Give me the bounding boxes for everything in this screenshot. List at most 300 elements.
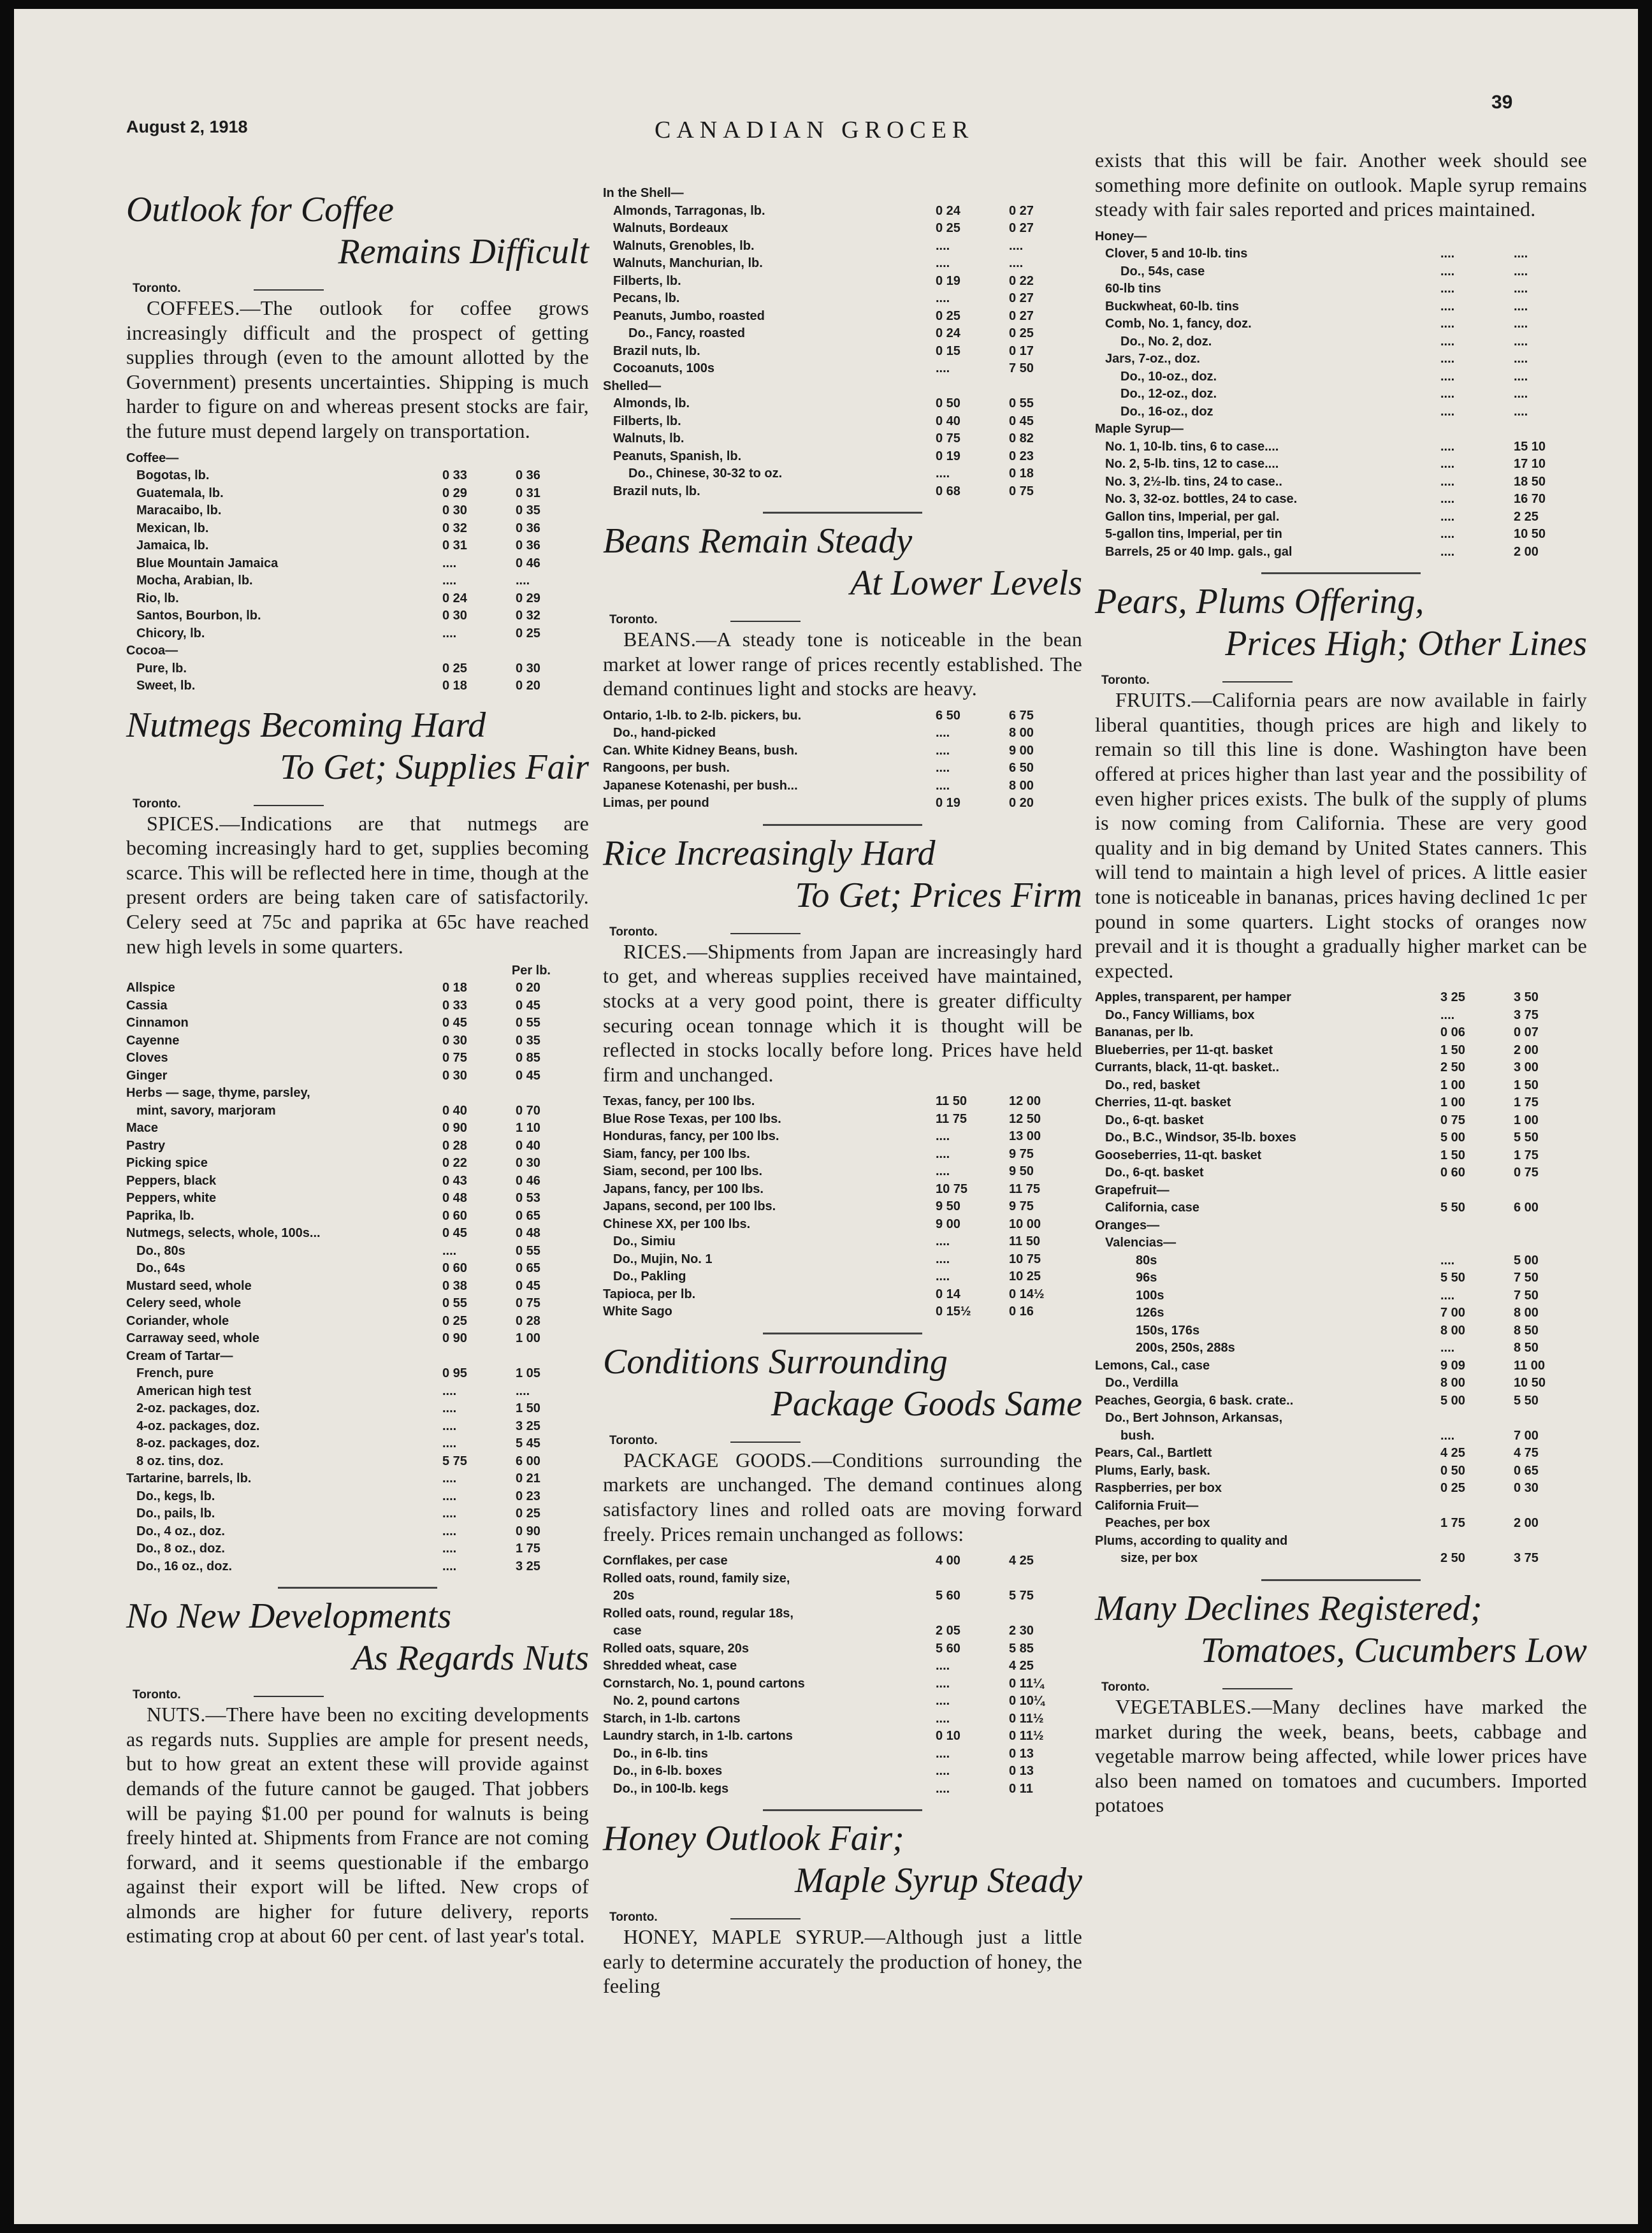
- price-high: 1 50: [1514, 1078, 1539, 1092]
- price-high: 0 20: [516, 679, 540, 693]
- price-high: [516, 1348, 589, 1366]
- price-low: ....: [1440, 1008, 1455, 1022]
- newspaper-page: [14, 9, 1638, 2224]
- price-low: 0 50: [936, 396, 960, 410]
- item-name: Do., kegs, lb.: [136, 1489, 215, 1503]
- page-number: 39: [1491, 92, 1513, 113]
- price-row: [1095, 1410, 1587, 1427]
- item-name: Do., 12-oz., doz.: [1120, 387, 1217, 401]
- item-name: Honey—: [1095, 229, 1147, 243]
- price-high: 10 50: [1514, 527, 1546, 542]
- price-high: 3 00: [1514, 1060, 1539, 1075]
- nuts-article: [126, 1595, 589, 1948]
- price-high: [1514, 1182, 1587, 1200]
- price-row: [126, 1453, 589, 1471]
- price-row: [603, 1640, 1082, 1658]
- price-row: [1095, 1515, 1587, 1533]
- spices-price-table: [126, 979, 589, 1575]
- item-name: Do., Chinese, 30-32 to oz.: [628, 466, 783, 481]
- price-low: ....: [442, 1559, 457, 1573]
- price-high: [1514, 1410, 1587, 1427]
- price-high: 6 75: [1009, 708, 1034, 723]
- price-row: [1095, 1287, 1587, 1305]
- price-low: [1440, 1410, 1514, 1427]
- beans-headline: Beans Remain Steady At Lower Levels: [603, 521, 1082, 603]
- price-high: 0 30: [1514, 1481, 1539, 1496]
- price-row: [1095, 1217, 1587, 1235]
- item-name: Buckwheat, 60-lb. tins: [1105, 299, 1240, 314]
- price-high: [1009, 1570, 1082, 1588]
- beans-dateline: Toronto.: [609, 613, 658, 626]
- item-name: Do., Fancy, roasted: [628, 326, 746, 340]
- item-name: Blueberries, per 11-qt. basket: [1095, 1043, 1273, 1057]
- price-row: [1095, 1024, 1587, 1042]
- price-row: [603, 1710, 1082, 1728]
- price-low: ....: [442, 626, 457, 640]
- item-name: 20s: [613, 1589, 635, 1603]
- price-low: 0 40: [442, 1103, 467, 1118]
- item-name: Do., red, basket: [1105, 1078, 1200, 1092]
- price-high: 0 45: [516, 1068, 540, 1083]
- honey-headline: Honey Outlook Fair; Maple Syrup Steady: [603, 1819, 1082, 1901]
- price-low: [936, 1570, 1009, 1588]
- price-row: [126, 1155, 589, 1173]
- spices-text: SPICES.—Indications are that nutmegs are becoming increasingly hard to get, supplies becoming scarce. This will be reflected here in time, though at the present orders are being taken care of satisfactorily. Celery seed at 75c and paprika at 65c have reached new high levels in some quarters.: [126, 811, 589, 958]
- item-name: Picking spice: [126, 1156, 208, 1171]
- price-row: [1095, 1357, 1587, 1375]
- price-row: [603, 220, 1082, 238]
- price-high: 0 46: [516, 556, 540, 570]
- price-low: ....: [936, 1164, 950, 1179]
- price-row: [126, 467, 589, 485]
- price-high: 0 55: [516, 1016, 540, 1030]
- price-high: ....: [1514, 387, 1528, 401]
- item-name: Tapioca, per lb.: [603, 1287, 696, 1301]
- price-low: ....: [1440, 282, 1455, 296]
- price-high: 0 25: [516, 1507, 540, 1521]
- price-low: 0 06: [1440, 1025, 1465, 1040]
- item-name: case: [613, 1624, 642, 1638]
- price-row: [126, 642, 589, 660]
- price-high: 5 45: [516, 1436, 540, 1451]
- item-name: Bananas, per lb.: [1095, 1025, 1194, 1040]
- price-low: ....: [936, 238, 950, 253]
- fruits-price-table: [1095, 989, 1587, 1568]
- price-low: 0 19: [936, 449, 960, 463]
- price-high: 0 45: [516, 998, 540, 1013]
- price-row: [603, 1552, 1082, 1570]
- price-low: [1440, 1182, 1514, 1200]
- price-row: [1095, 1392, 1587, 1410]
- item-name: 80s: [1136, 1253, 1157, 1268]
- price-row: [603, 1605, 1082, 1623]
- price-high: 11 00: [1514, 1358, 1545, 1373]
- price-row: [126, 1225, 589, 1243]
- price-low: 0 25: [936, 308, 960, 323]
- price-high: 5 50: [1514, 1131, 1539, 1145]
- item-name: Laundry starch, in 1-lb. cartons: [603, 1729, 793, 1744]
- price-row: [1095, 1550, 1587, 1568]
- price-low: 8 00: [1440, 1376, 1465, 1391]
- price-low: 0 43: [442, 1173, 467, 1188]
- item-name: Jamaica, lb.: [136, 538, 209, 553]
- item-name: Valencias—: [1105, 1236, 1177, 1250]
- price-row: [603, 1163, 1082, 1181]
- price-low: 5 60: [936, 1641, 960, 1656]
- price-low: [1440, 421, 1514, 438]
- price-row: [126, 555, 589, 573]
- price-low: ....: [936, 1659, 950, 1673]
- item-name: Filberts, lb.: [613, 414, 681, 428]
- item-name: Walnuts, lb.: [613, 431, 685, 445]
- item-name: Rolled oats, round, regular 18s,: [603, 1606, 793, 1621]
- item-name: Cayenne: [126, 1033, 180, 1048]
- price-low: 0 45: [442, 1016, 467, 1030]
- price-low: 0 55: [442, 1296, 467, 1311]
- item-name: Apples, transparent, per hamper: [1095, 990, 1291, 1005]
- item-name: Walnuts, Manchurian, lb.: [613, 256, 763, 270]
- price-high: 0 28: [516, 1313, 540, 1328]
- price-high: 0 10¼: [1009, 1694, 1045, 1709]
- item-name: Rolled oats, round, family size,: [603, 1571, 790, 1586]
- item-name: Do., 6-qt. basket: [1105, 1113, 1204, 1127]
- price-high: 2 25: [1514, 509, 1539, 524]
- price-row: [126, 677, 589, 695]
- item-name: Coffee—: [126, 451, 179, 465]
- price-high: 3 50: [1514, 990, 1539, 1005]
- price-row: [603, 360, 1082, 378]
- price-high: [516, 1085, 589, 1102]
- price-row: [126, 607, 589, 625]
- price-low: 9 50: [936, 1199, 960, 1214]
- item-name: Shelled—: [603, 379, 662, 393]
- item-name: Gooseberries, 11-qt. basket: [1095, 1148, 1262, 1162]
- item-name: Oranges—: [1095, 1218, 1160, 1232]
- price-row: [126, 1243, 589, 1261]
- price-row: [603, 1693, 1082, 1710]
- price-row: [1095, 263, 1587, 281]
- price-row: [126, 1208, 589, 1225]
- price-high: 13 00: [1009, 1129, 1041, 1144]
- price-row: [126, 1383, 589, 1401]
- price-low: ....: [936, 1711, 950, 1726]
- price-high: 7 50: [1514, 1271, 1539, 1285]
- price-low: 1 50: [1440, 1148, 1465, 1162]
- price-high: 0 11½: [1009, 1729, 1044, 1744]
- item-name: Do., 10-oz., doz.: [1120, 369, 1217, 384]
- price-row: [1095, 438, 1587, 456]
- item-name: Cornflakes, per case: [603, 1554, 728, 1568]
- price-low: ....: [1440, 299, 1455, 314]
- vegetables-headline: Many Declines Registered; Tomatoes, Cucumbers Low: [1095, 1588, 1587, 1670]
- price-row: [603, 255, 1082, 273]
- item-name: Japanese Kotenashi, per bush...: [603, 778, 798, 793]
- price-low: 0 24: [936, 326, 960, 340]
- price-row: [603, 430, 1082, 448]
- price-low: 0 32: [442, 521, 467, 535]
- item-name: Grapefruit—: [1095, 1183, 1170, 1197]
- item-name: 5-gallon tins, Imperial, per tin: [1105, 527, 1282, 542]
- beans-text: BEANS.—A steady tone is noticeable in the bean market at lower range of prices recently established. The demand continues light and stocks are heavy.: [603, 628, 1082, 700]
- price-row: [1095, 228, 1587, 246]
- price-high: 0 55: [1009, 396, 1034, 410]
- item-name: 150s, 176s: [1136, 1323, 1200, 1338]
- price-low: 0 29: [442, 486, 467, 500]
- price-low: ....: [442, 1489, 457, 1503]
- item-name: Japans, fancy, per 100 lbs.: [603, 1182, 764, 1196]
- rice-article: [603, 832, 1082, 1321]
- price-high: 0 25: [516, 626, 540, 640]
- price-low: ....: [442, 1524, 457, 1538]
- price-high: ....: [1009, 238, 1024, 253]
- price-high: ....: [1514, 264, 1528, 278]
- price-low: ....: [1440, 492, 1455, 507]
- price-row: [126, 572, 589, 590]
- price-row: [1095, 1077, 1587, 1095]
- price-low: [442, 1348, 516, 1366]
- price-high: 8 50: [1514, 1323, 1539, 1338]
- price-low: 2 50: [1440, 1551, 1465, 1566]
- column-3: [1095, 148, 1587, 1817]
- price-high: [1514, 421, 1587, 438]
- item-name: Do., 16-oz., doz: [1120, 404, 1214, 419]
- item-name: Cherries, 11-qt. basket: [1095, 1095, 1231, 1110]
- item-name: Barrels, 25 or 40 Imp. gals., gal: [1105, 544, 1293, 559]
- item-name: Pure, lb.: [136, 661, 187, 676]
- vegetables-text: VEGETABLES.—Many declines have marked the market during the week, beans, beets, cabbage and vegetable marrow being affected, while lower prices have also been named on tomatoes and cucumbers. Imported potatoes: [1095, 1695, 1587, 1817]
- price-high: 2 00: [1514, 544, 1539, 559]
- item-name: Lemons, Cal., case: [1095, 1358, 1210, 1373]
- price-low: 0 18: [442, 981, 467, 995]
- coffee-price-table: [126, 450, 589, 695]
- item-name: size, per box: [1120, 1551, 1198, 1566]
- price-row: [1095, 1427, 1587, 1445]
- price-high: 0 07: [1514, 1025, 1539, 1040]
- item-name: Mocha, Arabian, lb.: [136, 574, 253, 588]
- price-high: 1 05: [516, 1366, 540, 1381]
- spices-unit: Per lb.: [511, 964, 551, 978]
- item-name: Carraway seed, whole: [126, 1331, 259, 1346]
- item-name: 4-oz. packages, doz.: [136, 1419, 260, 1433]
- price-low: [1440, 228, 1514, 246]
- item-name: Gallon tins, Imperial, per gal.: [1105, 509, 1280, 524]
- price-row: [126, 1032, 589, 1050]
- price-high: 7 00: [1514, 1428, 1539, 1443]
- price-row: [1095, 544, 1587, 561]
- item-name: Do., in 6-lb. boxes: [613, 1764, 723, 1779]
- price-low: 0 19: [936, 796, 960, 811]
- price-high: 0 45: [516, 1278, 540, 1293]
- price-row: [1095, 1059, 1587, 1077]
- price-high: 1 10: [516, 1121, 540, 1136]
- price-low: ....: [442, 1471, 457, 1486]
- item-name: Do., No. 2, doz.: [1120, 334, 1212, 349]
- item-name: Bogotas, lb.: [136, 468, 210, 483]
- price-row: [603, 448, 1082, 466]
- item-name: Blue Mountain Jamaica: [136, 556, 279, 570]
- item-name: Do., 8 oz., doz.: [136, 1542, 225, 1556]
- price-low: [1440, 1234, 1514, 1252]
- item-name: Limas, per pound: [603, 796, 709, 811]
- item-name: Do., hand-picked: [613, 726, 716, 741]
- price-low: 0 75: [936, 431, 960, 445]
- price-row: [126, 450, 589, 468]
- item-name: Peppers, black: [126, 1173, 217, 1188]
- item-name: White Sago: [603, 1304, 672, 1319]
- price-high: 0 53: [516, 1191, 540, 1206]
- price-high: ....: [1514, 317, 1528, 331]
- price-high: 1 75: [1514, 1148, 1539, 1162]
- item-name: Do., Bert Johnson, Arkansas,: [1105, 1411, 1283, 1426]
- price-high: 0 35: [516, 1033, 540, 1048]
- price-row: [603, 1198, 1082, 1216]
- item-name: Sweet, lb.: [136, 679, 196, 693]
- item-name: In the Shell—: [603, 186, 684, 200]
- honey-price-table: [1095, 228, 1587, 561]
- price-high: 17 10: [1514, 457, 1546, 472]
- price-low: 0 95: [442, 1366, 467, 1381]
- item-name: Do., B.C., Windsor, 35-lb. boxes: [1105, 1131, 1296, 1145]
- price-row: [1095, 1182, 1587, 1200]
- item-name: Peaches, per box: [1105, 1516, 1210, 1531]
- item-name: Do., 64s: [136, 1261, 185, 1276]
- item-name: Coriander, whole: [126, 1313, 229, 1328]
- price-low: 0 10: [936, 1729, 960, 1744]
- price-low: ....: [936, 1676, 950, 1691]
- price-high: 0 20: [1009, 796, 1034, 811]
- price-high: [516, 642, 589, 660]
- item-name: Texas, fancy, per 100 lbs.: [603, 1094, 755, 1109]
- coffee-headline: Outlook for Coffee Remains Difficult: [126, 190, 589, 271]
- price-row: [1095, 350, 1587, 368]
- price-high: [516, 450, 589, 468]
- price-row: [1095, 1375, 1587, 1392]
- price-row: [603, 1111, 1082, 1129]
- item-name: Do., 6-qt. basket: [1105, 1166, 1204, 1180]
- price-row: [126, 1015, 589, 1032]
- price-high: 0 16: [1009, 1304, 1034, 1319]
- price-low: ....: [1440, 1341, 1455, 1355]
- price-low: ....: [936, 1764, 950, 1779]
- price-row: [126, 1348, 589, 1366]
- item-name: Rangoons, per bush.: [603, 761, 730, 776]
- item-name: Almonds, Tarragonas, lb.: [613, 203, 765, 218]
- price-high: [1514, 1533, 1587, 1550]
- price-high: [1009, 185, 1082, 203]
- item-name: bush.: [1120, 1428, 1155, 1443]
- price-row: [126, 660, 589, 678]
- price-row: [126, 1418, 589, 1436]
- price-low: [1440, 1498, 1514, 1515]
- price-row: [126, 1470, 589, 1488]
- price-row: [603, 343, 1082, 361]
- price-low: 0 22: [442, 1156, 467, 1171]
- price-low: 1 00: [1440, 1095, 1465, 1110]
- item-name: Shredded wheat, case: [603, 1659, 737, 1673]
- item-name: Do., Mujin, No. 1: [613, 1252, 713, 1266]
- item-name: Siam, second, per 100 lbs.: [603, 1164, 763, 1179]
- item-name: Cocoa—: [126, 644, 178, 658]
- price-low: ....: [1440, 527, 1455, 542]
- item-name: Do., Verdilla: [1105, 1376, 1178, 1391]
- price-low: ....: [1440, 247, 1455, 261]
- price-high: 2 00: [1514, 1043, 1539, 1057]
- price-low: ....: [1440, 457, 1455, 472]
- price-low: [1440, 1533, 1514, 1550]
- price-high: 0 20: [516, 981, 540, 995]
- fruits-dateline: Toronto.: [1101, 674, 1150, 688]
- item-name: Currants, black, 11-qt. basket..: [1095, 1060, 1279, 1075]
- price-row: [126, 485, 589, 503]
- price-high: 0 85: [516, 1051, 540, 1066]
- item-name: Brazil nuts, lb.: [613, 343, 700, 358]
- price-high: ....: [1514, 282, 1528, 296]
- fruits-article: [1095, 581, 1587, 1568]
- price-low: 0 33: [442, 468, 467, 483]
- price-row: [1095, 1269, 1587, 1287]
- price-low: 0 45: [442, 1226, 467, 1241]
- price-low: 0 33: [442, 998, 467, 1013]
- price-high: 0 82: [1009, 431, 1034, 445]
- price-low: [936, 1605, 1009, 1623]
- price-low: 0 60: [442, 1261, 467, 1276]
- vegetables-dateline: Toronto.: [1101, 1680, 1150, 1694]
- price-high: 0 36: [516, 468, 540, 483]
- item-name: Mexican, lb.: [136, 521, 209, 535]
- item-name: Celery seed, whole: [126, 1296, 242, 1311]
- spices-dateline: Toronto.: [133, 797, 181, 811]
- price-high: 5 50: [1514, 1393, 1539, 1408]
- price-low: 11 50: [936, 1094, 967, 1109]
- price-low: 0 30: [442, 1033, 467, 1048]
- price-high: 6 00: [1514, 1201, 1539, 1215]
- price-low: ....: [1440, 404, 1455, 419]
- nuts-text: NUTS.—There have been no exciting developments as regards nuts. Supplies are ample for present needs, but to how great an extent these will provide against demands of the future cannot be gauged. That jobbers will be paying $1.00 per pound for walnuts is being freely hinted at. Shipments from France are not coming forward, and it seems questionable if the embargo against their export will be lifted. New crops of almonds are higher for future delivery, reports estimating crop at about 60 per cent. of last year's total.: [126, 1703, 589, 1948]
- price-row: [603, 760, 1082, 777]
- item-name: No. 3, 32-oz. bottles, 24 to case.: [1105, 492, 1298, 507]
- price-row: [603, 1622, 1082, 1640]
- price-row: [603, 185, 1082, 203]
- item-name: Paprika, lb.: [126, 1208, 194, 1223]
- price-low: [442, 1085, 516, 1102]
- price-row: [1095, 333, 1587, 351]
- price-high: 9 75: [1009, 1146, 1034, 1161]
- price-row: [126, 590, 589, 608]
- item-name: Nutmegs, selects, whole, 100s...: [126, 1226, 321, 1241]
- price-row: [1095, 421, 1587, 438]
- vegetables-article: [1095, 1587, 1587, 1817]
- price-high: 0 18: [1009, 466, 1034, 481]
- price-low: ....: [1440, 439, 1455, 454]
- price-high: 0 30: [516, 661, 540, 676]
- price-row: [1095, 1498, 1587, 1515]
- item-name: Do., 80s: [136, 1243, 185, 1258]
- item-name: 100s: [1136, 1288, 1164, 1303]
- price-high: 0 11¼: [1009, 1676, 1044, 1691]
- price-high: [1009, 378, 1082, 396]
- price-high: [1009, 1605, 1082, 1623]
- price-row: [126, 1488, 589, 1506]
- price-high: 0 17: [1009, 343, 1034, 358]
- price-high: 10 50: [1514, 1376, 1546, 1391]
- price-low: 1 50: [1440, 1043, 1465, 1057]
- item-name: California, case: [1105, 1201, 1199, 1215]
- price-row: [603, 395, 1082, 413]
- price-high: 7 50: [1514, 1288, 1539, 1303]
- price-row: [603, 742, 1082, 760]
- price-low: 5 50: [1440, 1271, 1465, 1285]
- price-low: ....: [936, 291, 950, 305]
